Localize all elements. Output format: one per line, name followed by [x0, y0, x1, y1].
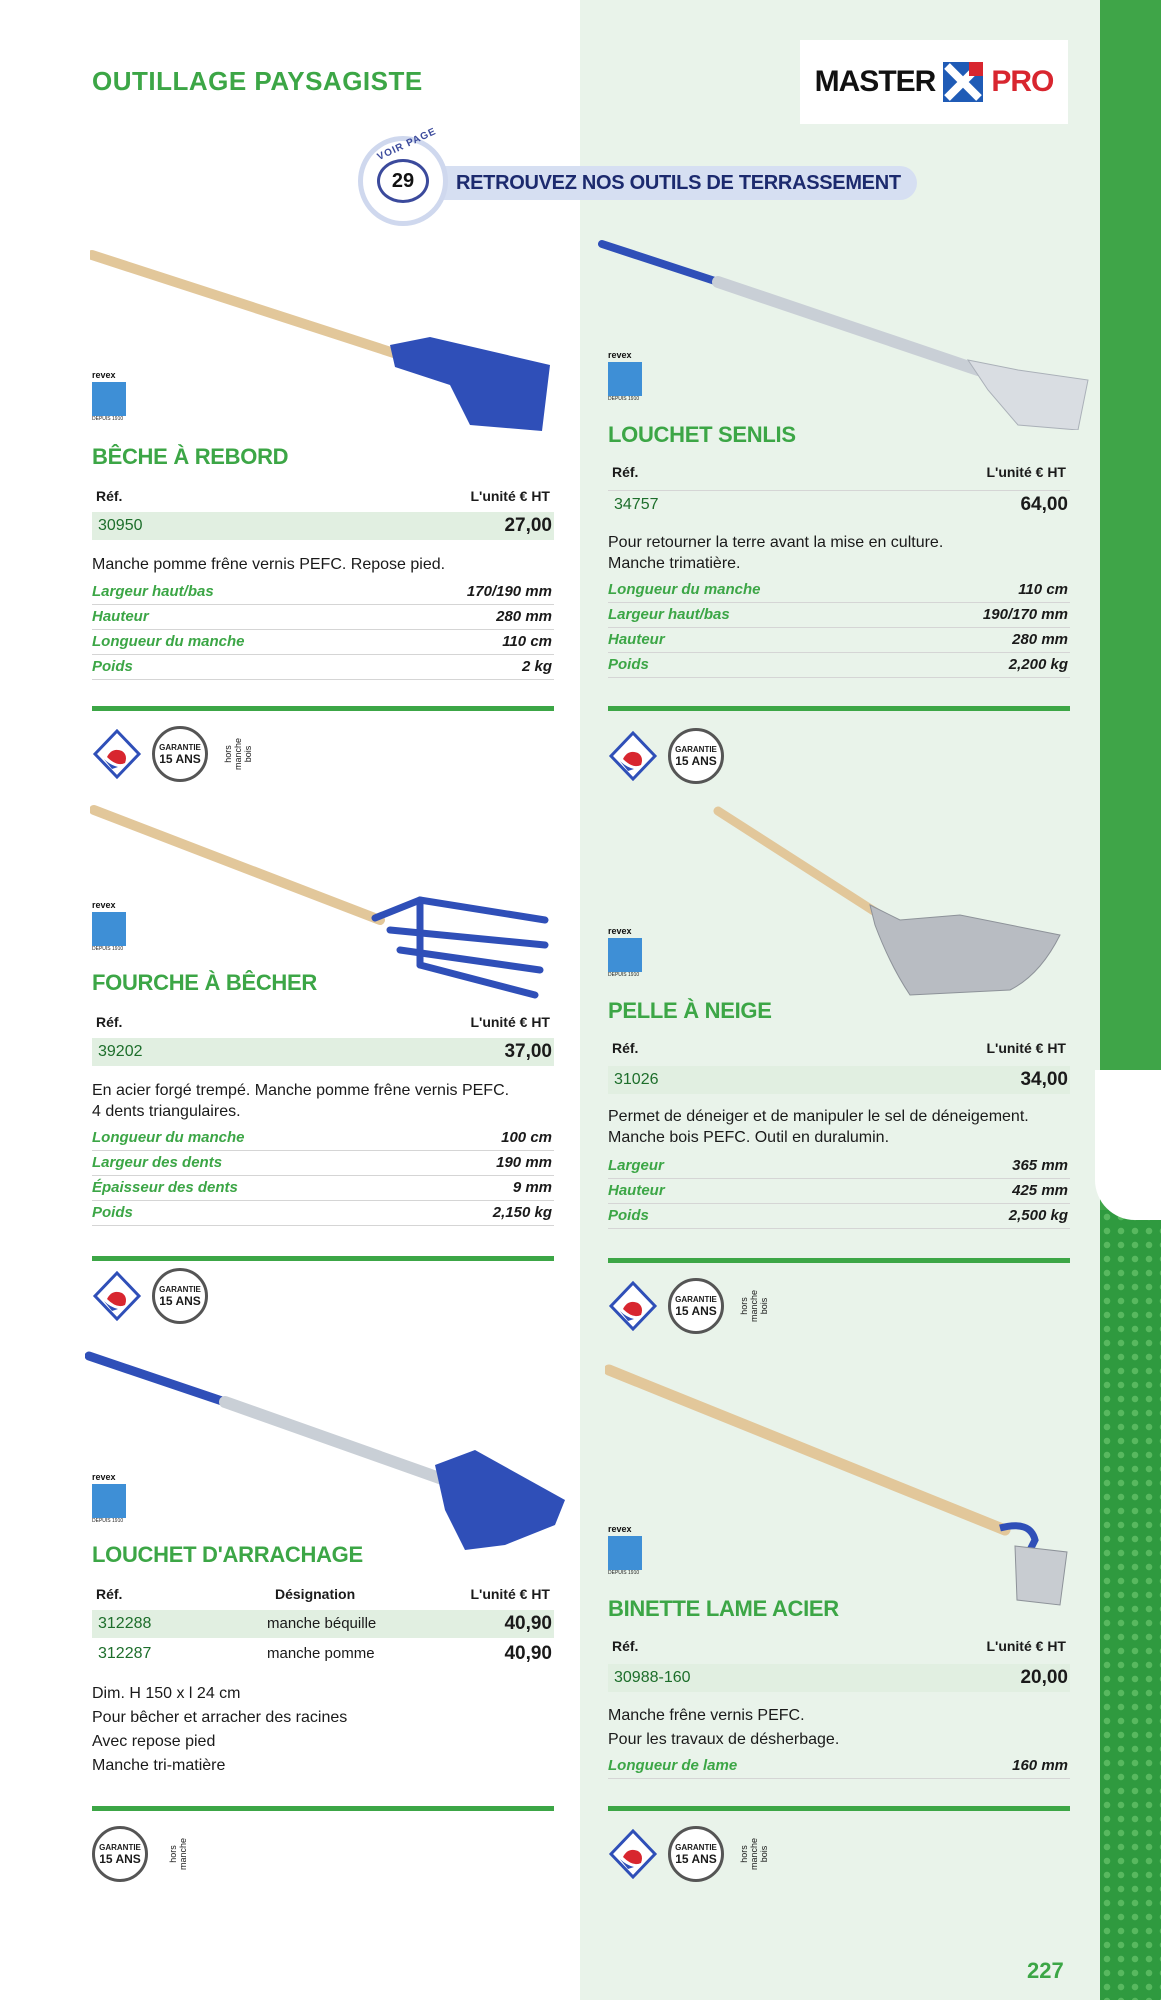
warranty-badge: GARANTIE 15 ANS	[668, 1826, 724, 1882]
ref-header: Réf. L'unité € HT	[96, 1014, 550, 1030]
ref-header: Réf. L'unité € HT	[612, 1638, 1066, 1654]
product-fourche-a-becher	[92, 966, 554, 1316]
sidebar-stripe	[1100, 0, 1161, 2000]
spec-row: Poids 2,200 kg	[608, 653, 1070, 678]
section-divider	[92, 1806, 554, 1811]
made-in-france-icon	[92, 1271, 142, 1321]
ref-row: 30988-160 20,00	[608, 1664, 1070, 1692]
sidebar-tab	[1095, 1070, 1161, 1220]
section-divider	[92, 1256, 554, 1261]
made-in-france-icon	[608, 1281, 658, 1331]
spec-row: Hauteur 425 mm	[608, 1179, 1070, 1204]
ref-row: 31026 34,00	[608, 1066, 1070, 1094]
spec-row: Poids 2 kg	[92, 655, 554, 680]
ref-header: Réf. L'unité € HT	[612, 464, 1066, 480]
warranty-badge: GARANTIE 15 ANS	[668, 1278, 724, 1334]
brand-logo: MASTER PRO	[800, 40, 1068, 124]
see-page-badge[interactable]: VOIR PAGE 29	[358, 136, 448, 226]
ref-row: 30950 27,00	[92, 512, 554, 540]
section-divider	[608, 1806, 1070, 1811]
warranty-badge: GARANTIE 15 ANS	[152, 1268, 208, 1324]
product-pelle-a-neige	[608, 994, 1070, 1334]
warranty-badge: GARANTIE 15 ANS	[92, 1826, 148, 1882]
ref-header: Réf. Désignation L'unité € HT	[96, 1586, 550, 1602]
made-in-france-icon	[608, 731, 658, 781]
ref-row: 39202 37,00	[92, 1038, 554, 1066]
section-title: OUTILLAGE PAYSAGISTE	[92, 66, 423, 96]
product-title: BINETTE LAME ACIER	[608, 1596, 839, 1621]
spec-row: Largeur haut/bas 170/190 mm	[92, 580, 554, 605]
product-description: Pour retourner la terre avant la mise en culture. Manche trimatière.	[608, 534, 944, 572]
ref-row: 34757 64,00	[608, 490, 1070, 519]
made-in-france-icon	[92, 729, 142, 779]
badges: GARANTIE 15 ANS hors manche	[92, 1824, 198, 1884]
spec-row: Hauteur 280 mm	[92, 605, 554, 630]
ref-header: Réf. L'unité € HT	[612, 1040, 1066, 1056]
section-divider	[92, 706, 554, 711]
beche-image	[90, 245, 560, 445]
badges	[608, 726, 724, 786]
binette-image	[605, 1360, 1085, 1620]
ref-row: 312287 manche pomme 40,90	[98, 1643, 552, 1664]
section-divider	[608, 706, 1070, 711]
spec-row: Épaisseur des dents 9 mm	[92, 1176, 554, 1201]
badges: GARANTIE 15 ANS hors manche bois	[92, 724, 258, 784]
spec-row: Poids 2,500 kg	[608, 1204, 1070, 1229]
revex-logo: revex DEPUIS 1910	[92, 1472, 126, 1524]
badges: GARANTIE 15 ANS hors manche bois	[608, 1824, 774, 1884]
ref-header: Réf. L'unité € HT	[96, 488, 550, 504]
see-page-banner[interactable]: RETROUVEZ NOS OUTILS DE TERRASSEMENT	[440, 166, 917, 200]
spec-row: Largeur 365 mm	[608, 1154, 1070, 1179]
revex-logo: revex DEPUIS 1910	[608, 350, 642, 402]
product-description: Manche pomme frêne vernis PEFC. Repose pied.	[92, 556, 446, 573]
product-description: En acier forgé trempé. Manche pomme frêne vernis PEFC. 4 dents triangulaires.	[92, 1082, 510, 1120]
warranty-badge: GARANTIE 15 ANS	[152, 726, 208, 782]
ref-row: 312288 manche béquille 40,90	[92, 1610, 554, 1638]
product-description: Dim. H 150 x l 24 cm Pour bêcher et arracher des racines Avec repose pied Manche tri-matière	[92, 1685, 348, 1774]
product-title: LOUCHET SENLIS	[608, 422, 796, 447]
product-description: Manche frêne vernis PEFC. Pour les travaux de désherbage.	[608, 1707, 840, 1748]
spec-row: Largeur haut/bas 190/170 mm	[608, 603, 1070, 628]
louchet-arrachage-image	[85, 1350, 585, 1560]
product-description: Permet de déneiger et de manipuler le sel de déneigement. Manche bois PEFC. Outil en duralumin.	[608, 1108, 1029, 1146]
revex-logo: revex DEPUIS 1910	[608, 926, 642, 978]
spec-row: Longueur de lame 160 mm	[608, 1754, 1070, 1779]
revex-logo: revex DEPUIS 1910	[92, 900, 126, 952]
revex-logo: revex DEPUIS 1910	[92, 370, 126, 422]
spec-row: Longueur du manche 110 cm	[92, 630, 554, 655]
product-title: FOURCHE À BÊCHER	[92, 970, 317, 995]
page-number: 227	[1027, 1958, 1064, 1983]
badges: GARANTIE 15 ANS hors manche bois	[608, 1276, 774, 1336]
product-louchet-d-arrachage	[92, 1538, 554, 1958]
badges	[92, 1266, 208, 1326]
pelle-a-neige-image	[710, 805, 1080, 1005]
warranty-badge: GARANTIE 15 ANS	[668, 728, 724, 784]
made-in-france-icon	[608, 1829, 658, 1879]
spec-row: Hauteur 280 mm	[608, 628, 1070, 653]
spec-row: Longueur du manche 110 cm	[608, 578, 1070, 603]
louchet-senlis-image	[598, 230, 1098, 430]
spec-row: Poids 2,150 kg	[92, 1201, 554, 1226]
product-title: BÊCHE À REBORD	[92, 444, 289, 469]
spec-row: Largeur des dents 190 mm	[92, 1151, 554, 1176]
product-title: PELLE À NEIGE	[608, 998, 772, 1023]
product-louchet-senlis	[608, 418, 1070, 768]
section-divider	[608, 1258, 1070, 1263]
brand-cross-icon	[941, 60, 985, 104]
spec-row: Longueur du manche 100 cm	[92, 1126, 554, 1151]
product-beche-a-rebord	[92, 440, 554, 771]
product-title: LOUCHET D'ARRACHAGE	[92, 1542, 363, 1567]
revex-logo: revex DEPUIS 1910	[608, 1524, 642, 1576]
product-binette-lame-acier	[608, 1592, 1070, 1912]
